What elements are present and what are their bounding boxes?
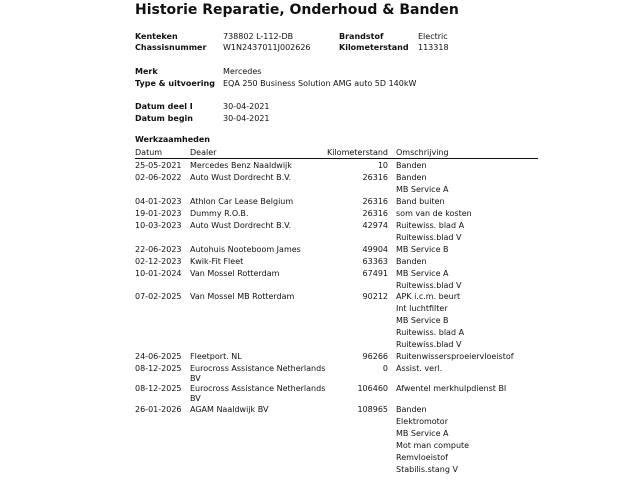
omschrijving-item: MB Service A <box>396 269 449 278</box>
omschrijving-item: MB Service A <box>396 185 449 194</box>
omschrijving-item: Mot man compute <box>396 441 470 450</box>
row-dealer: Van Mossel MB Rotterdam <box>190 292 295 301</box>
header-dealer: Dealer <box>190 148 217 157</box>
omschrijving-item: Int luchtfilter <box>396 304 448 313</box>
row-omschrijving <box>396 245 449 257</box>
row-dealer: Eurocross Assistance Netherlands BV <box>190 364 326 383</box>
omschrijving-item: Ruitewiss. blad A <box>396 221 465 230</box>
row-dealer: AGAM Naaldwijk BV <box>190 405 269 414</box>
omschrijving-item: MB Service B <box>396 245 449 254</box>
row-kilometerstand: 26316 <box>362 209 388 218</box>
row-kilometerstand: 106460 <box>357 384 388 393</box>
datum-deel1-label: Datum deel I <box>135 102 193 111</box>
werkzaamheden-heading: Werkzaamheden <box>135 135 210 144</box>
row-date: 22-06-2023 <box>135 245 182 254</box>
row-date: 26-01-2026 <box>135 405 182 414</box>
type-value: EQA 250 Business Solution AMG auto 5D 140kW <box>223 79 417 88</box>
row-date: 02-06-2022 <box>135 173 182 182</box>
row-kilometerstand: 108965 <box>357 405 388 414</box>
row-date: 24-06-2025 <box>135 352 182 361</box>
row-omschrijving <box>396 269 462 293</box>
row-kilometerstand: 26316 <box>362 173 388 182</box>
datum-deel1-value: 30-04-2021 <box>223 102 270 111</box>
row-kilometerstand: 96266 <box>362 352 388 361</box>
header-divider <box>135 158 538 159</box>
row-omschrijving <box>396 384 506 396</box>
row-kilometerstand: 90212 <box>362 292 388 301</box>
brandstof-value: Electric <box>418 32 448 41</box>
merk-label: Merk <box>135 67 158 76</box>
row-kilometerstand: 10 <box>377 161 388 170</box>
kenteken-label: Kenteken <box>135 32 178 41</box>
kilometerstand-value: 113318 <box>418 43 449 52</box>
omschrijving-item: Afwentel merkhulpdienst BI <box>396 384 507 393</box>
row-date: 25-05-2021 <box>135 161 182 170</box>
omschrijving-item: MB Service B <box>396 316 449 325</box>
row-omschrijving <box>396 209 472 221</box>
omschrijving-item: Ruitewiss.blad V <box>396 281 462 290</box>
datum-begin-label: Datum begin <box>135 114 193 123</box>
omschrijving-item: som van de kosten <box>396 209 472 218</box>
chassis-label: Chassisnummer <box>135 43 207 52</box>
omschrijving-item: Banden <box>396 405 427 414</box>
row-date: 02-12-2023 <box>135 257 182 266</box>
row-date: 08-12-2025 <box>135 384 182 393</box>
row-kilometerstand: 0 <box>382 364 388 373</box>
row-dealer: Autohuis Nooteboom James <box>190 245 301 254</box>
row-omschrijving <box>396 173 449 197</box>
row-omschrijving <box>396 197 445 209</box>
row-date: 10-01-2024 <box>135 269 182 278</box>
row-dealer: Athlon Car Lease Belgium <box>190 197 294 206</box>
row-dealer: Van Mossel Rotterdam <box>190 269 280 278</box>
row-kilometerstand: 49904 <box>362 245 388 254</box>
row-kilometerstand: 26316 <box>362 197 388 206</box>
omschrijving-item: Band buiten <box>396 197 445 206</box>
row-dealer: Auto Wust Dordrecht B.V. <box>190 221 292 230</box>
type-label: Type & uitvoering <box>135 79 215 88</box>
header-omschrijving: Omschrijving <box>396 148 449 157</box>
row-dealer: Dummy R.O.B. <box>190 209 249 218</box>
row-date: 04-01-2023 <box>135 197 182 206</box>
omschrijving-item: Banden <box>396 173 427 182</box>
row-omschrijving <box>396 257 427 269</box>
omschrijving-item: Remvloeistof <box>396 453 448 462</box>
row-omschrijving <box>396 352 514 364</box>
chassis-value: W1N2437011J002626 <box>223 43 311 52</box>
header-kilometerstand: Kilometerstand <box>326 148 388 157</box>
row-dealer: Eurocross Assistance Netherlands BV <box>190 384 326 403</box>
row-date: 07-02-2025 <box>135 292 182 301</box>
row-omschrijving <box>396 221 464 245</box>
row-kilometerstand: 67491 <box>362 269 388 278</box>
kilometerstand-label: Kilometerstand <box>339 43 409 52</box>
page-title: Historie Reparatie, Onderhoud & Banden <box>135 2 459 18</box>
omschrijving-item: Ruitewiss.blad V <box>396 340 462 349</box>
omschrijving-item: Assist. verl. <box>396 364 443 373</box>
row-dealer: Kwik-Fit Fleet <box>190 257 244 266</box>
row-dealer: Fleetport. NL <box>190 352 242 361</box>
omschrijving-item: Ruitewiss. blad A <box>396 328 465 337</box>
omschrijving-item: Ruitenwissersproeiervloeistof <box>396 352 514 361</box>
row-date: 10-03-2023 <box>135 221 182 230</box>
row-kilometerstand: 42974 <box>362 221 388 230</box>
row-kilometerstand: 63363 <box>362 257 388 266</box>
omschrijving-item: Stabilis.stang V <box>396 465 458 474</box>
kenteken-value: 738802 L-112-DB <box>223 32 294 41</box>
datum-begin-value: 30-04-2021 <box>223 114 270 123</box>
row-omschrijving <box>396 405 469 477</box>
header-datum: Datum <box>135 148 163 157</box>
omschrijving-item: MB Service A <box>396 429 449 438</box>
brandstof-label: Brandstof <box>339 32 384 41</box>
omschrijving-item: Banden <box>396 161 427 170</box>
omschrijving-item: Banden <box>396 257 427 266</box>
row-date: 08-12-2025 <box>135 364 182 373</box>
row-omschrijving <box>396 161 427 173</box>
omschrijving-item: Ruitewiss.blad V <box>396 233 462 242</box>
omschrijving-item: APK i.c.m. beurt <box>396 292 461 301</box>
merk-value: Mercedes <box>223 67 262 76</box>
omschrijving-item: Elektromotor <box>396 417 448 426</box>
row-omschrijving <box>396 364 442 376</box>
row-dealer: Mercedes Benz Naaldwijk <box>190 161 292 170</box>
row-dealer: Auto Wust Dordrecht B.V. <box>190 173 292 182</box>
row-omschrijving <box>396 292 464 352</box>
row-date: 19-01-2023 <box>135 209 182 218</box>
